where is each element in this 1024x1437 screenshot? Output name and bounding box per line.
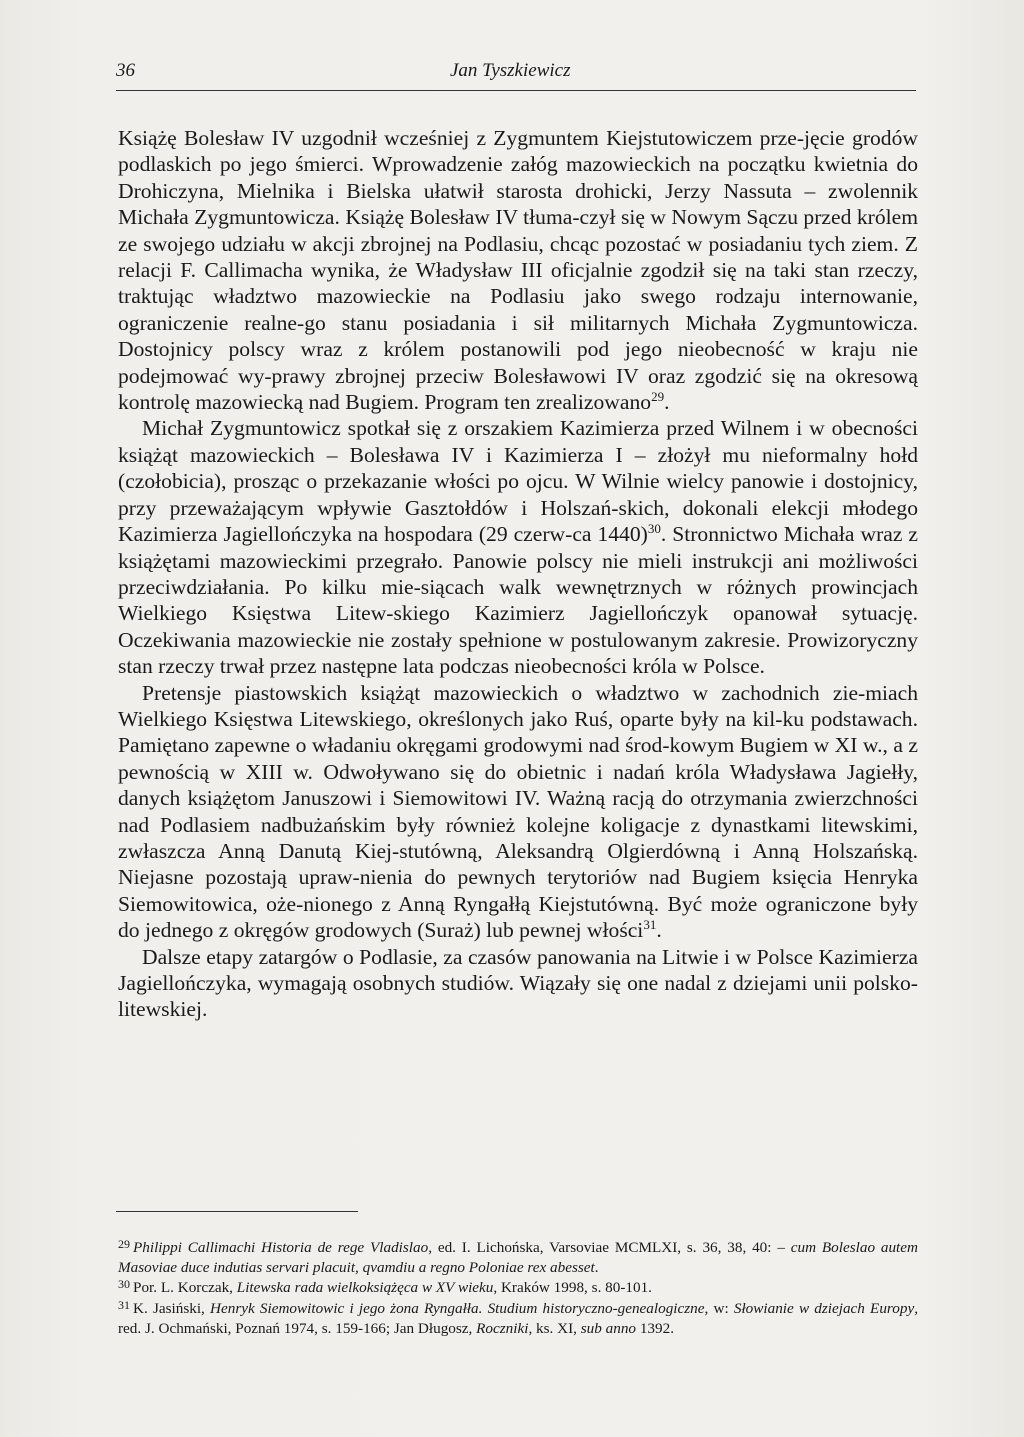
footnote-text: K. Jasiński,: [133, 1299, 211, 1317]
footnote-text: , red. J. Ochmański, Poznań 1974, s. 159-166; Jan Długosz,: [118, 1299, 918, 1337]
footnote-31: [118, 1299, 918, 1339]
body-text: [118, 125, 918, 1023]
paragraph-2-text-b: . Stronnictwo Michała wraz z książętami mazowieckimi przegrało. Panowie polscy nie mieli instrukcji ani możliwości przeciwdziałania. Po kilku mie-siącach walk wewnętrznych w różnych prowincjach Wielkiego Księstwa Litew-skiego Kazimierz Jagiellończyk opanował sytuację. Oczekiwania mazowieckie nie zostały spełnione w postulowanym zakresie. Prowizoryczny stan rzeczy trwał przez następne lata podczas nieobecności króla w Polsce.: [118, 522, 918, 679]
footnote-text: Philippi Callimachi Historia de rege Vladislao: [133, 1239, 429, 1256]
footnote-text: Litewska rada wielkoksiążęca w XV wieku: [236, 1279, 494, 1297]
footnotes: [118, 1238, 918, 1339]
paragraph-3-tail: .: [656, 918, 662, 943]
paragraph-2-text-a: Michał Zygmuntowicz spotkał się z orszakiem Kazimierza przed Wilnem i w obecności książąt mazowieckich – Bolesława IV i Kazimierza I – złożył mu nieformalny hołd (czołobicia), prosząc o przekazanie włości po ojcu. W Wilnie wielcy panowie i dostojnicy, przy przeważającym wpływie Gasztołdów i Holszań-skich, dokonali elekcji młodego Kazimierza Jagiellończyka na hospodara (29 czerw-ca 1440): [118, 416, 918, 547]
paragraph-3: [118, 680, 918, 944]
footnote-29: [118, 1238, 918, 1278]
footnote-text: cum Boleslao autem Masoviae duce indutias servari placuit, qvamdiu a regno Poloniae rex abesset: [118, 1239, 918, 1277]
footnote-text: , w:: [704, 1299, 734, 1317]
footnote-number: 30: [118, 1277, 130, 1292]
paragraph-3-text: Pretensje piastowskich książąt mazowieckich o władztwo w zachodnich zie-miach Wielkiego Księstwa Litewskiego, określonych jako Ruś, oparte były na kil-ku podstawach. Pamiętano zapewne o władaniu okręgami grodowymi nad środ-kowym Bugiem w XI w., a z pewnością w XIII w. Odwoływano się do obietnic i nadań króla Władysława Jagiełły, danych książętom Januszowi i Siemowitowi IV. Ważną racją do otrzymania zwierzchności nad Podlasiem nadbużańskim były również kolejne koligacje z dynastkami litewskimi, zwłaszcza Anną Danutą Kiej-stutówną, Aleksandrą Olgierdówną i Anną Holszańską. Niejasne pozostają upraw-nienia do pewnych terytoriów nad Bugiem księcia Henryka Siemowitowica, oże-nionego z Anną Ryngałłą Kiejstutówną. Być może ograniczone były do jednego z okręgów grodowych (Suraż) lub pewnej włości: [118, 680, 918, 943]
footnote-text: sub anno: [580, 1319, 637, 1337]
footnote-number: 29: [118, 1237, 130, 1251]
footnote-text: , Kraków 1998, s. 80-101.: [493, 1279, 652, 1297]
paragraph-4: [118, 944, 918, 1023]
paragraph-1-text: Książę Bolesław IV uzgodnił wcześniej z Zygmuntem Kiejstutowiczem prze-jęcie grodów podlaskich po jego śmierci. Wprowadzenie załóg mazowieckich na początku kwietnia do Drohiczyna, Mielnika i Bielska ułatwił starosta drohicki, Jerzy Nassuta – zwolennik Michała Zygmuntowicza. Książę Bolesław IV tłuma-czył się w Nowym Sączu przed królem ze swojego udziału w akcji zbrojnej na Podlasiu, chcąc pozostać w posiadaniu tych ziem. Z relacji F. Callimacha wynika, że Władysław III oficjalnie zgodził się na taki stan rzeczy, traktując władztwo mazowieckie na Podlasiu jako swego rodzaju internowanie, ograniczenie realne-go stanu posiadania i sił militarnych Michała Zygmuntowicza. Dostojnicy polscy wraz z królem postanowili pod jego nieobecność w kraju nie podejmować wy-prawy zbrojnej przeciw Bolesławowi IV oraz zgodzić się na okresową kontrolę mazowiecką nad Bugiem. Program ten zrealizowano: [118, 126, 918, 415]
footnote-rule: [116, 1211, 358, 1212]
footnote-30: [118, 1278, 918, 1298]
running-head-author: Jan Tyszkiewicz: [450, 60, 571, 81]
footnote-text: , ed. I. Lichońska, Varsoviae MCMLXI, s. 36, 38, 40: –: [428, 1239, 791, 1256]
footnote-ref-29: 29: [651, 389, 665, 405]
footnote-ref-31: 31: [643, 917, 657, 933]
header-rule: [116, 90, 916, 91]
footnote-number: 31: [118, 1297, 130, 1312]
paragraph-4-text: Dalsze etapy zatargów o Podlasie, za czasów panowania na Litwie i w Polsce Kazimierza Jagiellończyka, wymagają osobnych studiów. Wiązały się one nadal z dziejami unii polsko-litewskiej.: [118, 944, 918, 1022]
footnote-text: Por. L. Korczak,: [133, 1279, 237, 1297]
footnote-ref-30: 30: [647, 521, 661, 537]
footnote-text: Henryk Siemowitowic i jego żona Ryngałła. Studium historyczno-genealogiczne: [210, 1299, 705, 1317]
page-number: 36: [116, 60, 135, 81]
footnote-text: Słowianie w dziejach Europy: [733, 1299, 915, 1317]
paragraph-2: [118, 415, 918, 679]
paragraph-1-tail: .: [664, 390, 670, 415]
paragraph-1: [118, 125, 918, 415]
footnote-text: 1392.: [636, 1319, 674, 1337]
footnote-text: .: [594, 1259, 599, 1277]
footnote-text: Roczniki: [476, 1319, 529, 1337]
running-head: [116, 58, 916, 88]
footnote-text: , ks. XI,: [528, 1319, 581, 1337]
